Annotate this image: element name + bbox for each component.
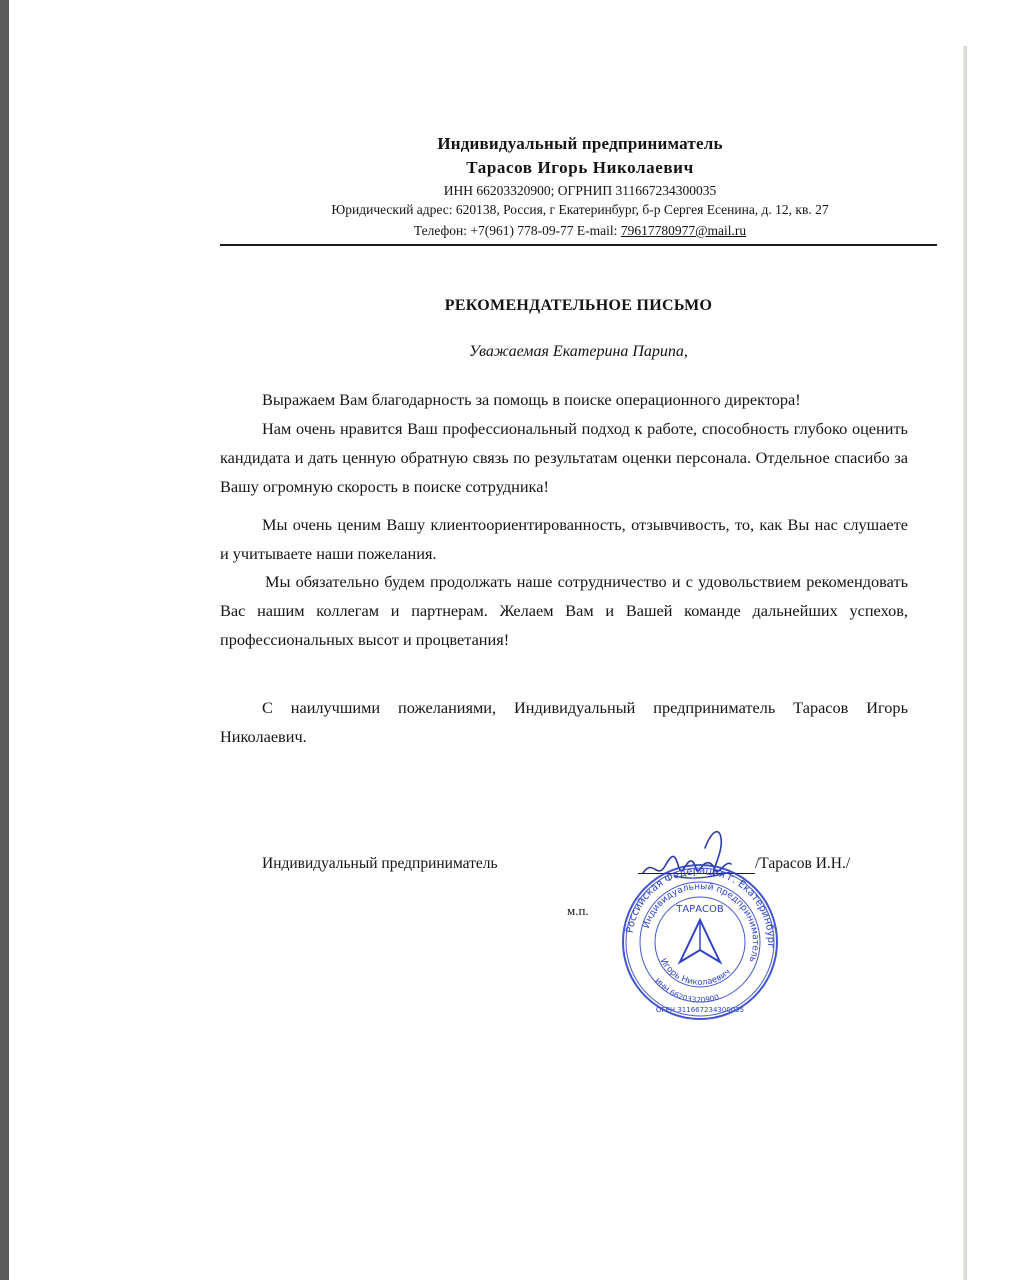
left-border-strip xyxy=(0,0,9,1280)
company-seal-stamp xyxy=(620,862,780,1022)
stamp-lower-text: Игорь Николаевич xyxy=(657,956,733,988)
seal-place-label: м.п. xyxy=(567,903,589,918)
signer-name: /Тарасов И.Н./ xyxy=(755,855,851,872)
salutation: Уважаемая Екатерина Парипа, xyxy=(469,343,688,360)
letterhead-ids: ИНН 66203320900; ОГРНИП 311667234300035 xyxy=(443,183,717,198)
stamp-inn-text: ИНН 66203320900 xyxy=(652,976,721,1005)
paragraph-approach: Нам очень нравится Ваш профессиональный подход к работе, способность глубоко оценить кандидата и дать ценную обратную связь по результатам оценки персонала. Отдельное спасибо за Вашу огромную скорость в поиске сотрудника! xyxy=(220,419,908,496)
stamp-emblem-icon xyxy=(680,920,720,962)
paragraph-recommendation: Мы обязательно будем продолжать наше сотрудничество и с удовольствием рекомендовать Вас нашим коллегам и партнерам. Желаем Вам и Вашей команде дальнейших успехов, профессиональных высот и процветания! xyxy=(220,572,908,649)
header-divider xyxy=(220,244,937,246)
stamp-center-name: ТАРАСОВ xyxy=(676,904,724,915)
email-link[interactable]: 79617780977@mail.ru xyxy=(620,223,747,238)
stamp-outer-text: Российская Федерация г. Екатеринбург xyxy=(624,865,777,949)
letterhead-address: Юридический адрес: 620138, Россия, г Екатеринбург, б-р Сергея Есенина, д. 12, кв. 27 xyxy=(331,202,829,217)
signer-label: Индивидуальный предприниматель xyxy=(262,855,498,872)
phone-text: Телефон: +7(961) 778-09-77 E-mail: xyxy=(413,223,621,238)
letterhead-company: Индивидуальный предприниматель xyxy=(437,134,723,153)
page-edge xyxy=(963,46,967,1280)
paragraph-client-focus: Мы очень ценим Вашу клиентоориентированность, отзывчивость, то, как Вы нас слушаете и учитываете наши пожелания. xyxy=(220,515,908,563)
letterhead-owner: Тарасов Игорь Николаевич xyxy=(466,158,694,177)
letterhead-contacts xyxy=(220,223,940,239)
stamp-inner-text: Индивидуальный предприниматель xyxy=(641,881,761,964)
paragraph-gratitude: Выражаем Вам благодарность за помощь в поиске операционного директора! xyxy=(262,390,801,409)
paragraph-closing: С наилучшими пожеланиями, Индивидуальный предприниматель Тарасов Игорь Николаевич. xyxy=(220,698,908,746)
stamp-ogrn-text: ОГРН 311667234300035 xyxy=(655,1006,745,1014)
document-title: РЕКОМЕНДАТЕЛЬНОЕ ПИСЬМО xyxy=(444,297,713,314)
